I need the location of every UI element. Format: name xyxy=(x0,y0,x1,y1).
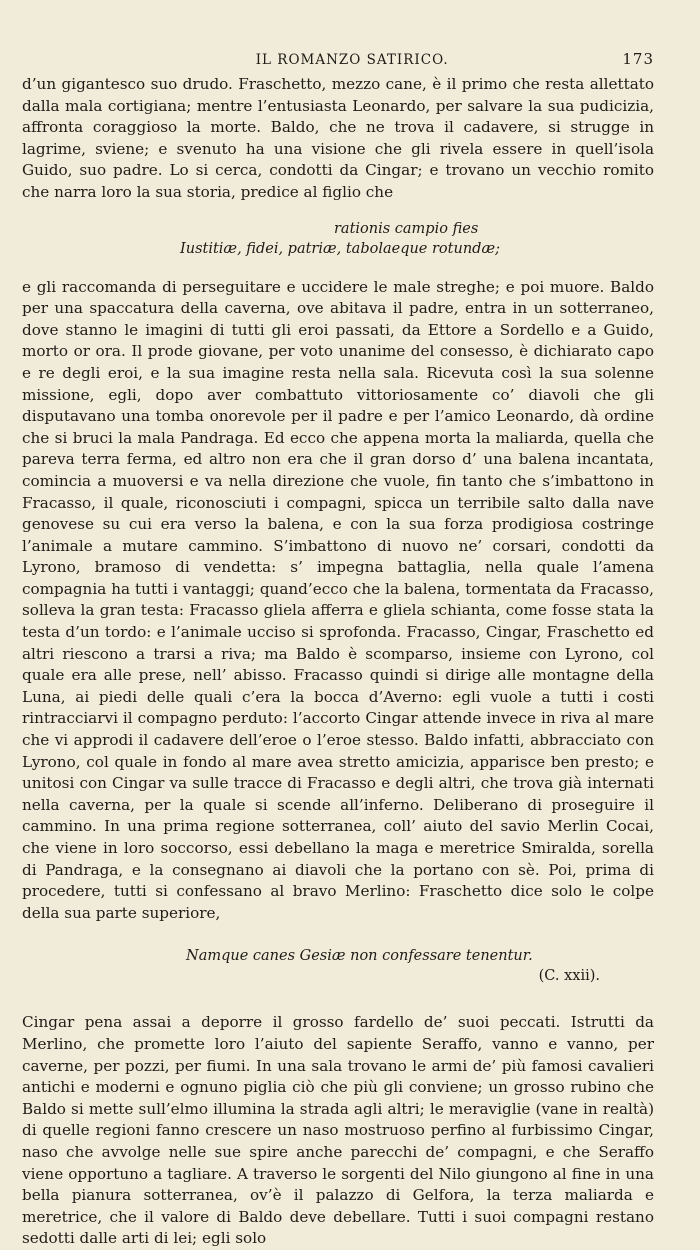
paragraph-3: Cingar pena assai a deporre il grosso fardello de’ suoi peccati. Istrutti da Merlino, che promette loro l’aiuto del sapiente Seraffo, vanno e vanno, per caverne, per pozzi, per fiumi. In una sala trovano le armi de’ più famosi cavalieri antichi e moderni e ognuno piglia ciò che più gli conviene; un grosso rubino che Baldo si mette sull’elmo illumina la strada agli altri; le meraviglie (vane in realtà) di quelle regioni fanno crescere un naso mostruoso perfino al furbissimo Cingar, naso che avvolge nelle sue spire anche parecchi de’ compagni, e che Seraffo viene opportuno a tagliare. A traverso le sorgenti del Nilo giungono al fine in una bella pianura sotterranea, ov’è il palazzo di Gelfora, la terza maliarda e meretrice, che il valore di Baldo deve debellare. Tutti i suoi compagni restano sedotti dalle arti di lei; egli solo xyxy=(22,1013,654,1248)
paragraph-1: d’un gigantesco suo drudo. Fraschetto, mezzo cane, è il primo che resta allettato dalla mala cortigiana; mentre l’entusiasta Leonardo, per salvare la sua pudicizia, affronta coraggioso la morte. Baldo, che ne trova il cadavere, si strugge in lagrime, sviene; e svenuto ha una visione che gli rivela essere in quell’isola Guido, suo padre. Lo si cerca, condotti da Cingar; e trovano un vecchio romito che narra loro la sua storia, predice al figlio che xyxy=(22,75,654,201)
running-header xyxy=(22,50,654,68)
page-number: 173 xyxy=(622,50,654,68)
verse-quote-1 xyxy=(22,219,654,259)
verse-2-line-1: Namque canes Gesiæ non confessare tenentur. xyxy=(186,948,533,965)
verse-1-line-1: rationis campio fies xyxy=(334,220,479,237)
verse-1-line-2: Iustitiæ, fidei, patriæ, tabolaeque rotundæ; xyxy=(180,240,500,257)
running-title: IL ROMANZO SATIRICO. xyxy=(255,52,449,68)
body-text xyxy=(22,74,654,1250)
verse-2-citation: (C. xxii). xyxy=(538,968,600,985)
verse-quote-2 xyxy=(22,946,654,986)
paragraph-2: e gli raccomanda di perseguitare e uccidere le male streghe; e poi muore. Baldo per una spaccatura della caverna, ove abitava il padre, entra in un sotterraneo, dove stanno le imagini di tutti gli eroi passati, da Ettore a Sordello e a Guido, morto or ora. Il prode giovane, per voto unanime del consesso, è dichiarato capo e re degli eroi, e la sua imagine resta nella sala. Ricevuta così la sua solenne missione, egli, dopo aver combattuto vittoriosamente co’ diavoli che gli disputavano una tomba onorevole per il padre e per l’amico Leonardo, dà ordine che si bruci la mala Pandraga. Ed ecco che appena morta la maliarda, quella che pareva terra ferma, ed altro non era che il gran dorso d’ una balena incantata, comincia a muoversi e va nella direzione che vuole, fin tanto che s’imbattono in Fracasso, il quale, riconosciuti i compagni, spicca un terribile salto dalla nave genovese su cui era verso la balena, e con la sua forza prodigiosa costringe l’animale a mutare cammino. S’imbattono di nuovo ne’ corsari, condotti da Lyrono, bramoso di vendetta: s’ impegna battaglia, nella quale l’amena compagnia ha tutti i vantaggi; quand’ecco che la balena, tormentata da Fracasso, solleva la gran testa: Fracasso gliela afferra e gliela schianta, come fosse stata la testa d’un tordo: e l’animale ucciso si sprofonda. Fracasso, Cingar, Fraschetto ed altri riescono a trarsi a riva; ma Baldo è scomparso, insieme con Lyrono, col quale era alle prese, nell’ abisso. Fracasso quindi si dirige alle montagne della Luna, ai piedi delle quali c’era la bocca d’Averno: egli vuole a tutti i costi rintracciarvi il compagno perduto: l’accorto Cingar attende invece in riva al mare che vi approdi il cadavere dell’eroe o l’eroe stesso. Baldo infatti, abbracciato con Lyrono, col quale in fondo al mare avea stretto amicizia, apparisce ben presto; e unitosi con Cingar va sulle tracce di Fracasso e degli altri, che trova già internati nella caverna, per la quale si scende all’inferno. Deliberano di proseguire il cammino. In una prima regione sotterranea, coll’ aiuto del savio Merlin Cocai, che viene in loro soccorso, essi debellano la maga e meretrice Smiralda, sorella di Pandraga, e la consegnano ai diavoli che la portano con sè. Poi, prima di procedere, tutti si confessano al bravo Merlino: Fraschetto dice solo le colpe della sua parte superiore, xyxy=(22,277,654,922)
